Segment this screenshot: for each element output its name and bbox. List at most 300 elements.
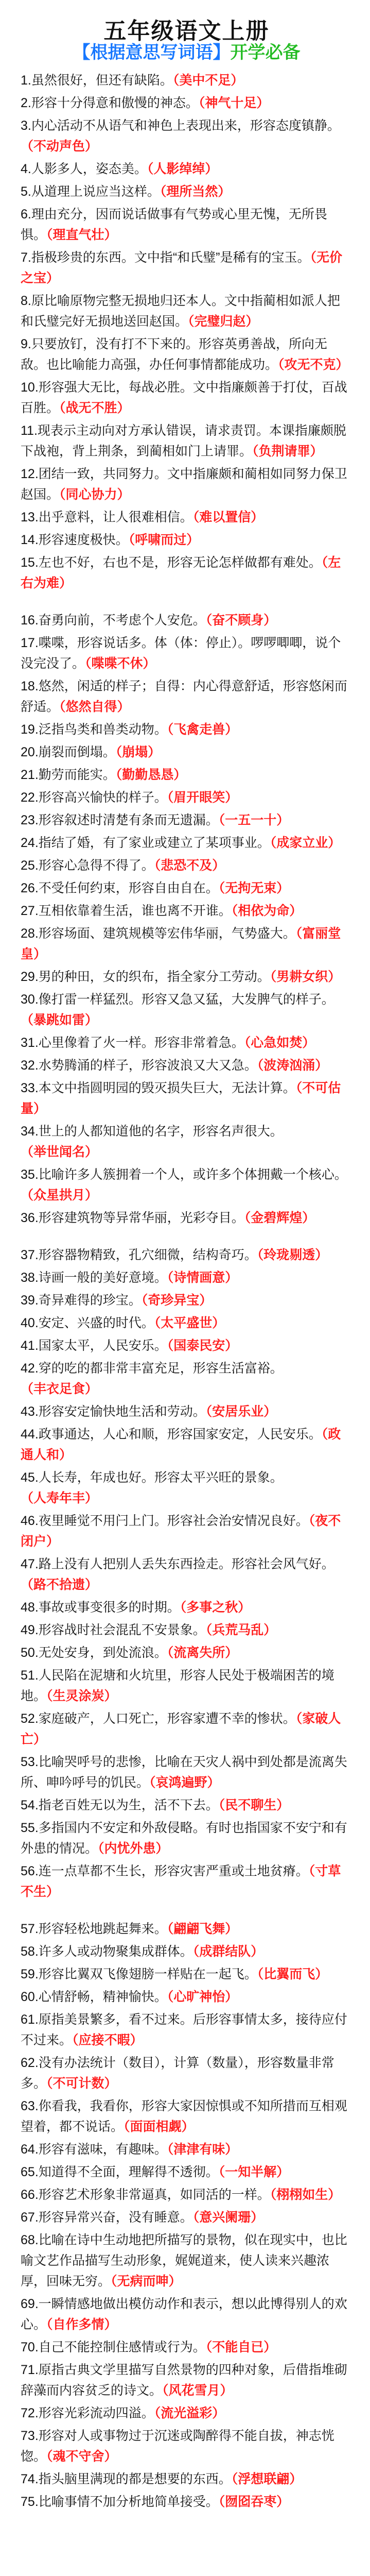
item-number-dot: . xyxy=(34,2363,39,2377)
item-number: 14 xyxy=(21,533,35,547)
item-number: 59 xyxy=(21,1967,35,1981)
item-number: 26 xyxy=(21,881,35,895)
item-number-dot: . xyxy=(34,1167,39,1182)
item-meaning: 形容比翼双飞像翅膀一样贴在一起飞。 xyxy=(38,1967,257,1981)
item-number-dot: . xyxy=(34,1338,39,1353)
item-number-dot: . xyxy=(34,1755,39,1769)
item-word: （太平盛世） xyxy=(154,1316,225,1330)
item-meaning: 没有办法统计（数目），计算（数量），形容数量非常多。 xyxy=(21,2056,334,2091)
list-item xyxy=(21,1554,353,1595)
item-number: 73 xyxy=(21,2429,35,2443)
list-item xyxy=(21,855,353,876)
item-meaning: 勤劳而能实。 xyxy=(38,768,116,782)
item-number-dot: . xyxy=(34,1316,39,1330)
item-number: 58 xyxy=(21,1944,35,1959)
item-meaning: 政事通达，人心和顺，形容国家安定，人民安乐。 xyxy=(38,1427,322,1442)
item-word: （一五一十） xyxy=(218,813,290,827)
item-word: （生灵涂炭） xyxy=(46,1689,117,1703)
item-number-dot: . xyxy=(27,337,31,351)
item-word: （比翼而飞） xyxy=(257,1967,328,1981)
list-item xyxy=(21,1267,353,1288)
item-word: （面面相觑） xyxy=(124,2120,195,2134)
item-number-dot: . xyxy=(34,1248,39,1262)
list-item xyxy=(21,1919,353,1939)
list-item xyxy=(21,1290,353,1311)
item-meaning: 连一点草都不生长，形容灾害严重或土地贫瘠。 xyxy=(38,1864,309,1878)
item-meaning: 虽然很好，但还有缺陷。 xyxy=(31,73,173,88)
item-number: 33 xyxy=(21,1081,35,1095)
list-item xyxy=(21,1245,353,1265)
item-word: （寸草不生） xyxy=(21,1864,341,1899)
item-meaning: 现表示主动向对方承认错误，请求责罚。本课指廉颇脱下战袍，背上荆条，到蔺相如门上请罪。 xyxy=(21,423,346,459)
item-number: 63 xyxy=(21,2099,35,2113)
item-meaning: 从道理上说应当这样。 xyxy=(31,184,160,199)
item-word: （众星拱月） xyxy=(21,1188,98,1202)
item-number-dot: . xyxy=(27,96,31,110)
item-meaning: 形容有滋味，有趣味。 xyxy=(38,2142,167,2157)
item-number-dot: . xyxy=(34,2012,39,2027)
item-meaning: 路上没有人把别人丢失东西捡走。形容社会风气好。 xyxy=(38,1557,334,1571)
entry-list xyxy=(21,70,353,2512)
list-item xyxy=(21,159,353,179)
list-item xyxy=(21,1424,353,1465)
item-number-dot: . xyxy=(34,636,39,650)
item-number: 5 xyxy=(21,184,28,199)
item-meaning: 人影多人，姿态美。 xyxy=(31,162,147,176)
list-item xyxy=(21,1665,353,1706)
item-meaning: 形容场面、建筑规模等宏伟华丽，气势盛大。 xyxy=(38,926,296,941)
item-meaning: 无处安身，到处流浪。 xyxy=(38,1646,167,1660)
item-meaning: 形容器物精致，孔穴细微，结构奇巧。 xyxy=(38,1248,257,1262)
item-word: （哀鸿遍野） xyxy=(149,1775,220,1790)
item-number-dot: . xyxy=(34,1600,39,1615)
item-number-dot: . xyxy=(27,73,31,88)
item-number: 57 xyxy=(21,1922,35,1936)
item-number-dot: . xyxy=(34,790,39,805)
list-item xyxy=(21,1208,353,1228)
item-meaning: 形容轻松地跳起舞来。 xyxy=(38,1922,167,1936)
item-number-dot: . xyxy=(34,1864,39,1878)
item-number: 56 xyxy=(21,1864,35,1878)
item-meaning: 不受任何约束，形容自由自在。 xyxy=(38,881,219,895)
item-meaning: 自己不能控制住感情或行为。 xyxy=(38,2340,206,2354)
list-item xyxy=(21,1818,353,1859)
item-word: （攻无不克） xyxy=(278,358,349,372)
item-number-dot: . xyxy=(34,858,39,873)
section-3 xyxy=(21,1245,353,1902)
item-number: 4 xyxy=(21,162,28,176)
item-word: （神气十足） xyxy=(198,96,270,110)
item-word: （夜不闭户） xyxy=(21,1514,341,1549)
item-number-dot: . xyxy=(34,2188,39,2202)
list-item xyxy=(21,1032,353,1053)
item-meaning: 你看我，我看你，形容大家因惊惧或不知所措而互相观望着，都不说话。 xyxy=(21,2099,347,2134)
item-meaning: 心里像着了火一样。形容非常着急。 xyxy=(38,1036,244,1050)
section-1 xyxy=(21,70,353,594)
item-number: 48 xyxy=(21,1600,35,1615)
item-number-dot: . xyxy=(34,1124,39,1139)
page-subtitle xyxy=(21,36,353,69)
item-number: 70 xyxy=(21,2340,35,2354)
item-word: （富丽堂皇） xyxy=(21,926,341,961)
item-meaning: 水势腾涌的样子，形容波浪又大又急。 xyxy=(38,1058,257,1073)
item-word: （流光溢彩） xyxy=(154,2406,225,2420)
item-meaning: 形容异常兴奋，没有睡意。 xyxy=(38,2210,193,2225)
item-word: （魂不守舍） xyxy=(46,2449,117,2464)
list-item xyxy=(21,1358,353,1399)
item-number-dot: . xyxy=(34,1514,39,1528)
item-number-dot: . xyxy=(34,1470,39,1485)
item-number: 44 xyxy=(21,1427,35,1442)
item-number-dot: . xyxy=(34,1668,39,1683)
item-meaning: 团结一致，共同努力。文中指廉颇和蔺相如同努力保卫赵国。 xyxy=(21,467,347,502)
item-word: （奇珍异宝） xyxy=(141,1293,213,1308)
item-meaning: 形容对人或事物过于沉迷或陶醉得不能自拔，神志恍惚。 xyxy=(21,2429,334,2464)
item-number: 41 xyxy=(21,1338,35,1353)
item-word: （男耕女织） xyxy=(270,970,341,984)
list-item xyxy=(21,923,353,964)
list-item xyxy=(21,901,353,921)
list-item xyxy=(21,1511,353,1552)
item-word: （无拘无束） xyxy=(218,881,290,895)
item-number: 66 xyxy=(21,2188,35,2202)
item-meaning: 安定、兴盛的时代。 xyxy=(38,1316,154,1330)
item-number-dot: . xyxy=(34,2056,39,2070)
list-item xyxy=(21,1642,353,1663)
list-item xyxy=(21,2230,353,2292)
item-meaning: 原指美景繁多，看不过来。后形容事情太多，接待应付不过来。 xyxy=(21,2012,347,2047)
list-item xyxy=(21,989,353,1030)
item-word: （呼啸而过） xyxy=(128,533,200,547)
item-number-dot: . xyxy=(34,1270,39,1285)
list-item xyxy=(21,2053,353,2094)
item-word: （津津有味） xyxy=(167,2142,238,2157)
item-word: （相依为命） xyxy=(231,904,303,918)
item-meaning: 国家太平，人民安乐。 xyxy=(38,1338,167,1353)
item-meaning: 指老百姓无以为生，活不下去。 xyxy=(38,1798,219,1812)
item-number-dot: . xyxy=(34,1404,39,1419)
item-number-dot: . xyxy=(27,250,31,265)
item-word: （安居乐业） xyxy=(205,1404,277,1419)
item-number: 47 xyxy=(21,1557,35,1571)
item-number-dot: . xyxy=(34,722,39,737)
item-number: 38 xyxy=(21,1270,35,1285)
item-number: 8 xyxy=(21,294,28,308)
item-word: （无病而呻） xyxy=(111,2274,182,2289)
item-meaning: 形容叙述时清楚有条而无遗漏。 xyxy=(38,813,219,827)
list-item xyxy=(21,719,353,740)
list-item xyxy=(21,1313,353,1333)
item-word: （理直气壮） xyxy=(46,228,117,242)
item-number-dot: . xyxy=(34,1821,39,1835)
item-word: （应接不暇） xyxy=(72,2033,143,2047)
item-number-dot: . xyxy=(34,1990,39,2004)
list-item xyxy=(21,464,353,505)
item-number: 39 xyxy=(21,1293,35,1308)
list-item xyxy=(21,181,353,202)
item-number: 1 xyxy=(21,73,28,88)
item-meaning: 事故或事变很多的时期。 xyxy=(38,1600,180,1615)
list-item xyxy=(21,1795,353,1816)
list-item xyxy=(21,2492,353,2512)
item-number: 3 xyxy=(21,118,28,133)
item-word: （成家立业） xyxy=(270,836,341,850)
list-item xyxy=(21,2337,353,2358)
item-number-dot: . xyxy=(34,1361,39,1376)
item-number: 6 xyxy=(21,207,28,222)
item-number-dot: . xyxy=(34,2210,39,2225)
item-number-dot: . xyxy=(34,2472,39,2486)
item-number: 43 xyxy=(21,1404,35,1419)
section-2 xyxy=(21,610,353,1228)
list-item xyxy=(21,967,353,987)
item-meaning: 人民陷在泥塘和火坑里，形容人民处于极端困苦的境地。 xyxy=(21,1668,334,1703)
item-word: （美中不足） xyxy=(172,73,244,88)
item-meaning: 诗画一般的美好意境。 xyxy=(38,1270,167,1285)
section-spacer xyxy=(21,1230,353,1244)
item-number-dot: . xyxy=(34,1427,39,1442)
subtitle-tail: 开学必备 xyxy=(230,43,301,62)
item-number-dot: . xyxy=(34,1944,39,1959)
item-meaning: 指头脑里满现的都是想要的东西。 xyxy=(38,2472,232,2486)
item-word: （玲珑剔透） xyxy=(257,1248,328,1262)
item-meaning: 出乎意料，让人很难相信。 xyxy=(38,510,193,524)
item-number: 51 xyxy=(21,1668,35,1683)
item-word: （一知半解） xyxy=(218,2165,290,2179)
list-item xyxy=(21,2096,353,2137)
item-number: 60 xyxy=(21,1990,35,2004)
item-number-dot: . xyxy=(27,162,31,176)
item-number: 25 xyxy=(21,858,35,873)
item-number: 18 xyxy=(21,679,35,693)
item-meaning: 比喻在诗中生动地把所描写的景物，似在现实中，也比喻文艺作品描写生动形象，娓娓道来，使人读来兴趣浓厚，回味无穷。 xyxy=(21,2233,347,2289)
list-item xyxy=(21,1941,353,1962)
item-meaning: 指结了婚，有了家业或建立了某项事业。 xyxy=(38,836,270,850)
item-number: 16 xyxy=(21,613,35,628)
item-number-dot: . xyxy=(34,555,39,570)
item-number-dot: . xyxy=(34,1293,39,1308)
item-number-dot: . xyxy=(34,2142,39,2157)
item-meaning: 形容安定愉快地生活和劳动。 xyxy=(38,1404,206,1419)
item-word: （意兴阑珊） xyxy=(192,2210,264,2225)
item-meaning: 指极珍贵的东西。文中指“和氏璧”是稀有的宝玉。 xyxy=(31,250,310,265)
item-number: 7 xyxy=(21,250,28,265)
list-item xyxy=(21,334,353,375)
item-number: 72 xyxy=(21,2406,35,2420)
item-word: （兵荒马乱） xyxy=(205,1623,277,1637)
list-item xyxy=(21,833,353,853)
list-item xyxy=(21,2403,353,2424)
list-item xyxy=(21,2162,353,2182)
list-item xyxy=(21,1078,353,1119)
list-item xyxy=(21,2426,353,2467)
item-number: 65 xyxy=(21,2165,35,2179)
list-item xyxy=(21,507,353,528)
item-number: 52 xyxy=(21,1711,35,1726)
item-word: （奋不顾身） xyxy=(205,613,277,628)
list-item xyxy=(21,204,353,245)
item-number: 23 xyxy=(21,813,35,827)
list-item xyxy=(21,377,353,418)
item-word: （丰衣足食） xyxy=(21,1382,98,1396)
item-number: 36 xyxy=(21,1211,35,1225)
item-meaning: 家庭破产，人口死亡，形容家遭不幸的惨状。 xyxy=(38,1711,296,1726)
list-item xyxy=(21,1620,353,1640)
item-number: 37 xyxy=(21,1248,35,1262)
item-number-dot: . xyxy=(34,467,39,481)
item-word: （理所当然） xyxy=(160,184,231,199)
item-number-dot: . xyxy=(27,118,31,133)
item-meaning: 形容心急得不得了。 xyxy=(38,858,154,873)
item-word: （暴跳如雷） xyxy=(21,1013,98,1027)
list-item xyxy=(21,93,353,113)
item-number-dot: . xyxy=(33,423,38,438)
item-number-dot: . xyxy=(34,2297,39,2311)
list-item xyxy=(21,610,353,631)
item-meaning: 原比喻原物完整无损地归还本人。文中指蔺相如派人把和氏璧完好无损地送回赵国。 xyxy=(21,294,340,329)
item-meaning: 形容强大无比，每战必胜。文中指廉颇善于打仗，百战百胜。 xyxy=(21,380,347,415)
list-item xyxy=(21,787,353,808)
item-number-dot: . xyxy=(27,184,31,199)
item-number-dot: . xyxy=(34,1623,39,1637)
item-meaning: 男的种田，女的织布，指全家分工劳动。 xyxy=(38,970,270,984)
item-meaning: 本文中指圆明园的毁灭损失巨大，无法计算。 xyxy=(38,1081,296,1095)
item-number: 54 xyxy=(21,1798,35,1812)
item-number-dot: . xyxy=(34,926,39,941)
item-word: （不可估量） xyxy=(21,1081,341,1116)
item-number-dot: . xyxy=(34,1036,39,1050)
item-number: 40 xyxy=(21,1316,35,1330)
item-number: 9 xyxy=(21,337,28,351)
list-item xyxy=(21,1335,353,1356)
item-meaning: 内心活动不从语气和神色上表现出来，形容态度镇静。 xyxy=(31,118,340,133)
item-number-dot: . xyxy=(34,836,39,850)
item-meaning: 心情舒畅，精神愉快。 xyxy=(38,1990,167,2004)
list-item xyxy=(21,742,353,762)
item-meaning: 比喻哭呼号的悲惨，比喻在天灾人祸中到处都是流离失所、呻吟呼号的饥民。 xyxy=(21,1755,347,1790)
item-number-dot: . xyxy=(34,2340,39,2354)
item-meaning: 一瞬情感地做出模仿动作和表示，想以此博得别人的欢心。 xyxy=(21,2297,347,2332)
list-item xyxy=(21,765,353,785)
list-item xyxy=(21,291,353,332)
item-word: （流离失所） xyxy=(167,1646,238,1660)
item-number-dot: . xyxy=(34,768,39,782)
item-word: （举世闻名） xyxy=(21,1145,98,1159)
item-meaning: 许多人或动物聚集成群体。 xyxy=(38,1944,193,1959)
item-number-dot: . xyxy=(34,2406,39,2420)
item-meaning: 形容建筑物等异常华丽，光彩夺目。 xyxy=(38,1211,244,1225)
item-meaning: 理由充分，因而说话做事有气势或心里无愧，无所畏惧。 xyxy=(21,207,327,242)
item-number-dot: . xyxy=(34,1798,39,1812)
item-meaning: 原指古典文学里描写自然景物的四种对象，后借指堆砌辞藻而内容贫乏的诗文。 xyxy=(21,2363,347,2398)
item-word: （国泰民安） xyxy=(167,1338,238,1353)
item-number-dot: . xyxy=(34,745,39,759)
section-spacer xyxy=(21,596,353,609)
item-number: 2 xyxy=(21,96,28,110)
item-word: （不可计数） xyxy=(46,2076,117,2091)
list-item xyxy=(21,2294,353,2335)
item-word: （民不聊生） xyxy=(218,1798,290,1812)
item-number: 15 xyxy=(21,555,35,570)
item-word: （波涛汹涌） xyxy=(257,1058,328,1073)
item-meaning: 奋勇向前，不考虑个人安危。 xyxy=(38,613,206,628)
list-item xyxy=(21,2207,353,2228)
item-meaning: 形容高兴愉快的样子。 xyxy=(38,790,167,805)
item-number: 24 xyxy=(21,836,35,850)
subtitle-bracketed: 【根据意思写词语】 xyxy=(73,43,231,62)
item-number-dot: . xyxy=(34,813,39,827)
item-number-dot: . xyxy=(34,1211,39,1225)
item-word: （自作多情） xyxy=(46,2317,117,2332)
item-number: 11 xyxy=(21,423,34,438)
item-number-dot: . xyxy=(34,881,39,895)
item-number: 32 xyxy=(21,1058,35,1073)
item-word: （不能自已） xyxy=(205,2340,277,2354)
item-word: （囫囵吞枣） xyxy=(218,2495,290,2509)
list-item xyxy=(21,2184,353,2205)
item-word: （难以置信） xyxy=(192,510,264,524)
item-number-dot: . xyxy=(34,1967,39,1981)
item-number: 62 xyxy=(21,2056,35,2070)
item-number-dot: . xyxy=(34,992,39,1007)
item-word: （无价之宝） xyxy=(21,250,343,285)
item-number: 20 xyxy=(21,745,35,759)
item-meaning: 比喻许多人簇拥着一个人，或许多个体拥戴一个核心。 xyxy=(38,1167,347,1182)
item-word: （诗情画意） xyxy=(167,1270,238,1285)
item-number: 19 xyxy=(21,722,35,737)
item-word: （人寿年丰） xyxy=(21,1491,98,1505)
item-number: 10 xyxy=(21,380,35,395)
item-word: （飞禽走兽） xyxy=(167,722,238,737)
item-number: 49 xyxy=(21,1623,35,1637)
item-number-dot: . xyxy=(34,533,39,547)
item-word: （政通人和） xyxy=(21,1427,341,1462)
list-item xyxy=(21,1861,353,1902)
item-number: 34 xyxy=(21,1124,35,1139)
item-number: 21 xyxy=(21,768,35,782)
page-title: 五年级语文上册 xyxy=(103,19,270,44)
list-item xyxy=(21,1467,353,1509)
item-number: 12 xyxy=(21,467,35,481)
list-item xyxy=(21,1164,353,1206)
item-meaning: 崩裂而倒塌。 xyxy=(38,745,116,759)
section-4 xyxy=(21,1919,353,2512)
item-word: （路不拾遗） xyxy=(21,1578,98,1592)
item-number-dot: . xyxy=(34,1081,39,1095)
item-number-dot: . xyxy=(34,2165,39,2179)
item-meaning: 世上的人都知道他的名字，形容名声很大。 xyxy=(38,1124,283,1139)
item-meaning: 夜里睡觉不用闩上门。形容社会治安情况良好。 xyxy=(38,1514,309,1528)
list-item xyxy=(21,810,353,831)
item-word: （栩栩如生） xyxy=(270,2188,341,2202)
item-word: （喋喋不休） xyxy=(85,656,156,671)
list-item xyxy=(21,633,353,674)
item-number: 53 xyxy=(21,1755,35,1769)
item-number-dot: . xyxy=(34,1711,39,1726)
item-meaning: 形容速度极快。 xyxy=(38,533,129,547)
item-word: （人影绰绰） xyxy=(147,162,218,176)
item-word: （崩塌） xyxy=(115,745,161,759)
item-number: 68 xyxy=(21,2233,35,2247)
item-number-dot: . xyxy=(34,380,39,395)
item-number-dot: . xyxy=(34,1646,39,1660)
item-number: 75 xyxy=(21,2495,35,2509)
list-item xyxy=(21,1708,353,1750)
item-number-dot: . xyxy=(34,613,39,628)
item-number: 67 xyxy=(21,2210,35,2225)
item-number-dot: . xyxy=(34,679,39,693)
item-word: （悲恐不及） xyxy=(154,858,225,873)
